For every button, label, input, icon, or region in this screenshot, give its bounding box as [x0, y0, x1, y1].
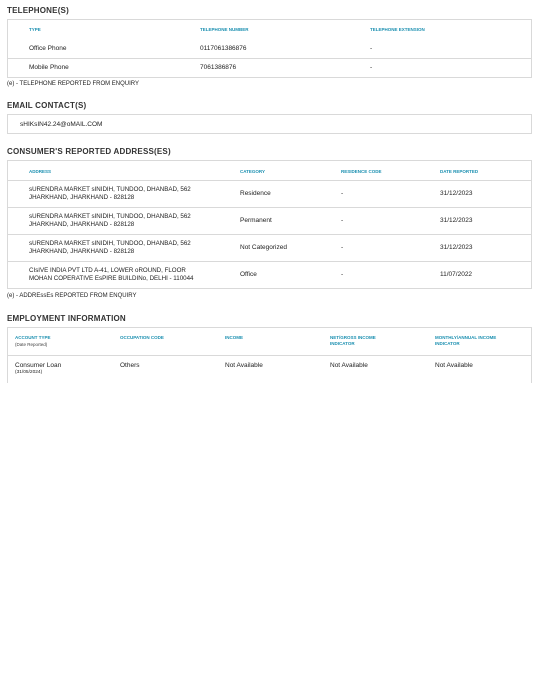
header-type: TYPE: [29, 27, 41, 32]
address-line-2: JHARKHAND, JHARKHAND - 828128: [29, 221, 135, 228]
address-line-1: sURENDRA MARKET sINIDIH, TUNDOO, DHANBAD, 562: [29, 240, 191, 247]
telephones-title: TELEPHONE(S): [7, 6, 69, 15]
email-value: sHIKsIN42.24@oMAIL.COM: [20, 121, 103, 128]
header-telephone-number: TELEPHONE NUMBER: [200, 27, 249, 32]
row-divider: [8, 261, 531, 262]
monthly-annual-value: Not Available: [435, 362, 473, 369]
header-divider: [8, 355, 531, 356]
row-divider: [8, 234, 531, 235]
header-occupation-code: OCCUPATION CODE: [120, 335, 164, 340]
occupation-code: Others: [120, 362, 140, 369]
addresses-note: (e) - ADDREssEs REPORTED FROM ENQUIRY: [7, 293, 137, 299]
header-monthly-annual-indicator: INDICATOR: [435, 341, 460, 346]
account-date-reported: (31/05/2024): [15, 370, 43, 375]
phone-type: Office Phone: [29, 45, 67, 52]
address-date: 31/12/2023: [440, 244, 473, 251]
header-account-type-sub: (Date Reported): [15, 342, 48, 347]
address-residence-code: -: [341, 271, 344, 278]
address-category: Not Categorized: [240, 244, 287, 251]
email-box: [7, 114, 532, 134]
header-net-gross: NET/GROSS INCOME: [330, 335, 376, 340]
header-telephone-extension: TELEPHONE EXTENSION: [370, 27, 425, 32]
row-divider: [8, 58, 531, 59]
phone-number: 0117061386876: [200, 45, 247, 52]
phone-extension: -: [370, 64, 373, 71]
addresses-table: [7, 160, 532, 289]
employment-table: [7, 327, 532, 383]
phone-extension: -: [370, 45, 373, 52]
header-account-type: ACCOUNT TYPE: [15, 335, 51, 340]
account-type: Consumer Loan: [15, 362, 62, 369]
telephones-table: [7, 19, 532, 78]
header-monthly-annual: MONTHLY/ANNUAL INCOME: [435, 335, 497, 340]
phone-number: 7061386876: [200, 64, 237, 71]
header-divider: [8, 180, 531, 181]
address-date: 31/12/2023: [440, 190, 473, 197]
income-value: Not Available: [225, 362, 263, 369]
address-residence-code: -: [341, 217, 344, 224]
address-residence-code: -: [341, 244, 344, 251]
address-category: Permanent: [240, 217, 272, 224]
header-net-gross-indicator: INDICATOR: [330, 341, 355, 346]
address-line-2: MOHAN COPERATIVE EsPIRE BUILDINo, DELHI - 110044: [29, 275, 194, 282]
address-line-1: sURENDRA MARKET sINIDIH, TUNDOO, DHANBAD, 562: [29, 186, 191, 193]
net-gross-value: Not Available: [330, 362, 368, 369]
address-category: Residence: [240, 190, 271, 197]
address-residence-code: -: [341, 190, 344, 197]
address-date: 31/12/2023: [440, 217, 473, 224]
header-residence-code: RESIDENCE CODE: [341, 169, 382, 174]
header-address: ADDRESS: [29, 169, 52, 174]
address-line-2: JHARKHAND, JHARKHAND - 828128: [29, 248, 135, 255]
employment-title: EMPLOYMENT INFORMATION: [7, 314, 126, 323]
row-divider: [8, 207, 531, 208]
phone-type: Mobile Phone: [29, 64, 69, 71]
address-line-1: CIsIVE INDIA PVT LTD A-41, LOWER oROUND, FLOOR: [29, 267, 186, 274]
addresses-title: CONSUMER'S REPORTED ADDRESS(ES): [7, 147, 171, 156]
address-date: 11/07/2022: [440, 271, 473, 278]
header-date-reported: DATE REPORTED: [440, 169, 479, 174]
address-line-1: sURENDRA MARKET sINIDIH, TUNDOO, DHANBAD, 562: [29, 213, 191, 220]
telephones-note: (e) - TELEPHONE REPORTED FROM ENQUIRY: [7, 81, 140, 87]
address-line-2: JHARKHAND, JHARKHAND - 828128: [29, 194, 135, 201]
header-category: CATEGORY: [240, 169, 266, 174]
email-title: EMAIL CONTACT(S): [7, 101, 87, 110]
address-category: Office: [240, 271, 257, 278]
header-income: INCOME: [225, 335, 243, 340]
